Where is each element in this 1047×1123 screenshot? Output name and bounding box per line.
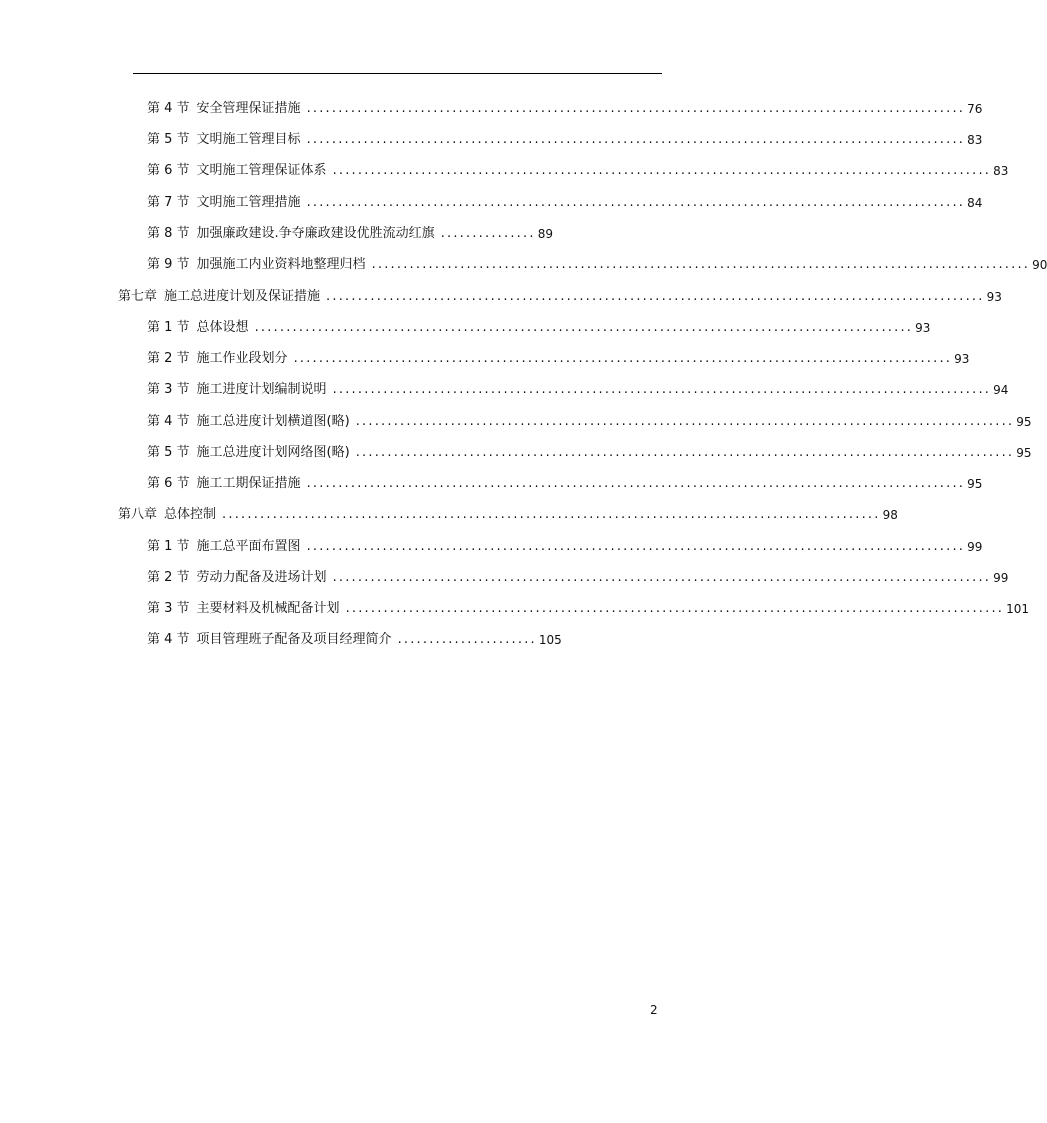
toc-entry-page: 95	[967, 477, 983, 491]
toc-entry-label	[147, 441, 350, 465]
toc-entry[interactable]	[118, 503, 898, 527]
toc-entry-title: 项目管理班子配备及项目经理简介	[196, 632, 392, 647]
toc-leader-dots: ...............	[440, 226, 536, 241]
toc-entry-page: 94	[993, 383, 1009, 397]
toc-leader-dots: ........................................................................................................	[332, 163, 992, 178]
toc-leader-dots: ........................................................................................................	[371, 257, 1031, 272]
toc-entry-number: 第 9 节	[147, 257, 190, 272]
toc-entry-label	[147, 410, 350, 434]
page-number: 2	[650, 1003, 658, 1017]
toc-leader-dots: ........................................................................................................	[332, 382, 992, 397]
toc-leader-dots: ........................................................................................................	[254, 320, 914, 335]
toc-leader-dots: ........................................................................................................	[306, 132, 966, 147]
toc-entry-title: 劳动力配备及进场计划	[196, 570, 327, 585]
toc-entry-label	[147, 535, 301, 559]
toc-leader-dots: ........................................................................................................	[345, 601, 1005, 616]
toc-entry-page: 93	[915, 321, 931, 335]
toc-entry[interactable]	[147, 378, 1009, 402]
toc-entry[interactable]	[147, 253, 1047, 277]
toc-entry-page: 93	[986, 290, 1002, 304]
toc-entry-number: 第 1 节	[147, 539, 190, 554]
toc-entry-number: 第 7 节	[147, 195, 190, 210]
toc-entry-label	[118, 285, 320, 309]
toc-entry-page: 99	[993, 571, 1009, 585]
toc-entry-number: 第 4 节	[147, 632, 190, 647]
toc-entry[interactable]	[147, 597, 1030, 621]
toc-leader-dots: ........................................................................................................	[332, 570, 992, 585]
toc-entry-title: 安全管理保证措施	[196, 101, 301, 116]
toc-entry-page: 83	[993, 164, 1009, 178]
toc-entry-page: 101	[1006, 602, 1030, 616]
toc-entry-number: 第 8 节	[147, 226, 190, 241]
toc-leader-dots: ........................................................................................................	[355, 414, 1015, 429]
toc-entry-page: 84	[967, 196, 983, 210]
toc-leader-dots: ........................................................................................................	[355, 445, 1015, 460]
toc-entry-title: 施工工期保证措施	[196, 476, 301, 491]
toc-entry-number: 第 4 节	[147, 101, 190, 116]
toc-entry-number: 第 5 节	[147, 132, 190, 147]
toc-leader-dots: ......................	[397, 632, 537, 647]
toc-entry-label	[147, 472, 301, 496]
toc-entry-number: 第 4 节	[147, 414, 190, 429]
toc-entry-title: 施工进度计划编制说明	[196, 382, 327, 397]
toc-entry[interactable]	[147, 316, 931, 340]
toc-entry-page: 93	[954, 352, 970, 366]
toc-entry-page: 95	[1016, 415, 1032, 429]
toc-entry-title: 文明施工管理措施	[196, 195, 301, 210]
toc-leader-dots: ........................................................................................................	[222, 507, 881, 522]
toc-entry-label	[147, 347, 288, 371]
toc-entry-number: 第八章	[118, 507, 158, 522]
toc-entry-page: 90	[1032, 258, 1047, 272]
toc-entry-title: 总体控制	[164, 507, 217, 522]
toc-entry-number: 第 1 节	[147, 320, 190, 335]
toc-entry-title: 主要材料及机械配备计划	[196, 601, 340, 616]
toc-entry-title: 施工总平面布置图	[196, 539, 301, 554]
toc-entry-page: 83	[967, 133, 983, 147]
toc-entry-number: 第 2 节	[147, 351, 190, 366]
toc-entry-label	[147, 159, 327, 183]
toc-entry-title: 施工总进度计划网络图(略)	[196, 445, 350, 460]
toc-leader-dots: ........................................................................................................	[326, 289, 985, 304]
toc-entry[interactable]	[147, 410, 1032, 434]
toc-entry-page: 95	[1016, 446, 1032, 460]
toc-entry[interactable]	[147, 128, 983, 152]
toc-entry-title: 文明施工管理目标	[196, 132, 301, 147]
toc-entry-label	[147, 253, 366, 277]
toc-entry-number: 第 6 节	[147, 163, 190, 178]
toc-entry-number: 第 5 节	[147, 445, 190, 460]
toc-entry-label	[147, 628, 392, 652]
toc-entry-number: 第 3 节	[147, 382, 190, 397]
toc-entry-page: 76	[967, 102, 983, 116]
toc-entry-number: 第 6 节	[147, 476, 190, 491]
toc-entry-label	[147, 566, 327, 590]
toc-entry[interactable]	[147, 159, 1009, 183]
toc-entry-title: 施工总进度计划横道图(略)	[196, 414, 350, 429]
toc-entry-number: 第 2 节	[147, 570, 190, 585]
toc-entry-label	[147, 97, 301, 121]
toc-entry-page: 105	[538, 633, 562, 647]
toc-leader-dots: ........................................................................................................	[306, 195, 966, 210]
toc-entry-page: 99	[967, 540, 983, 554]
toc-leader-dots: ........................................................................................................	[306, 101, 966, 116]
toc-entry-number: 第 3 节	[147, 601, 190, 616]
toc-entry[interactable]	[147, 535, 983, 559]
toc-entry-label	[118, 503, 216, 527]
toc-entry-label	[147, 191, 301, 215]
header-rule	[133, 73, 662, 74]
toc-entry-title: 施工作业段划分	[196, 351, 288, 366]
toc-entry[interactable]	[147, 347, 970, 371]
toc-entry-page: 89	[537, 227, 553, 241]
toc-entry[interactable]	[147, 472, 983, 496]
toc-entry[interactable]	[118, 285, 1002, 309]
toc-entry-page: 98	[882, 508, 898, 522]
toc-entry-title: 总体设想	[196, 320, 249, 335]
toc-entry-title: 加强廉政建设.争夺廉政建设优胜流动红旗	[196, 226, 435, 241]
toc-entry[interactable]	[147, 191, 983, 215]
toc-entry[interactable]	[147, 97, 983, 121]
toc-entry[interactable]	[147, 222, 597, 246]
toc-entry-title: 施工总进度计划及保证措施	[164, 289, 321, 304]
toc-entry-title: 文明施工管理保证体系	[196, 163, 327, 178]
toc-entry-number: 第七章	[118, 289, 158, 304]
toc-entry-label	[147, 316, 249, 340]
toc-leader-dots: ........................................................................................................	[306, 476, 966, 491]
toc-entry-label	[147, 597, 340, 621]
toc-leader-dots: ........................................................................................................	[293, 351, 953, 366]
toc-entry[interactable]	[147, 628, 597, 652]
toc-entry-label	[147, 222, 435, 246]
toc-entry[interactable]	[147, 441, 1032, 465]
toc-entry-title: 加强施工内业资料地整理归档	[196, 257, 366, 272]
toc-entry[interactable]	[147, 566, 1009, 590]
toc-entry-label	[147, 378, 327, 402]
toc-leader-dots: ........................................................................................................	[306, 539, 966, 554]
toc-entry-label	[147, 128, 301, 152]
